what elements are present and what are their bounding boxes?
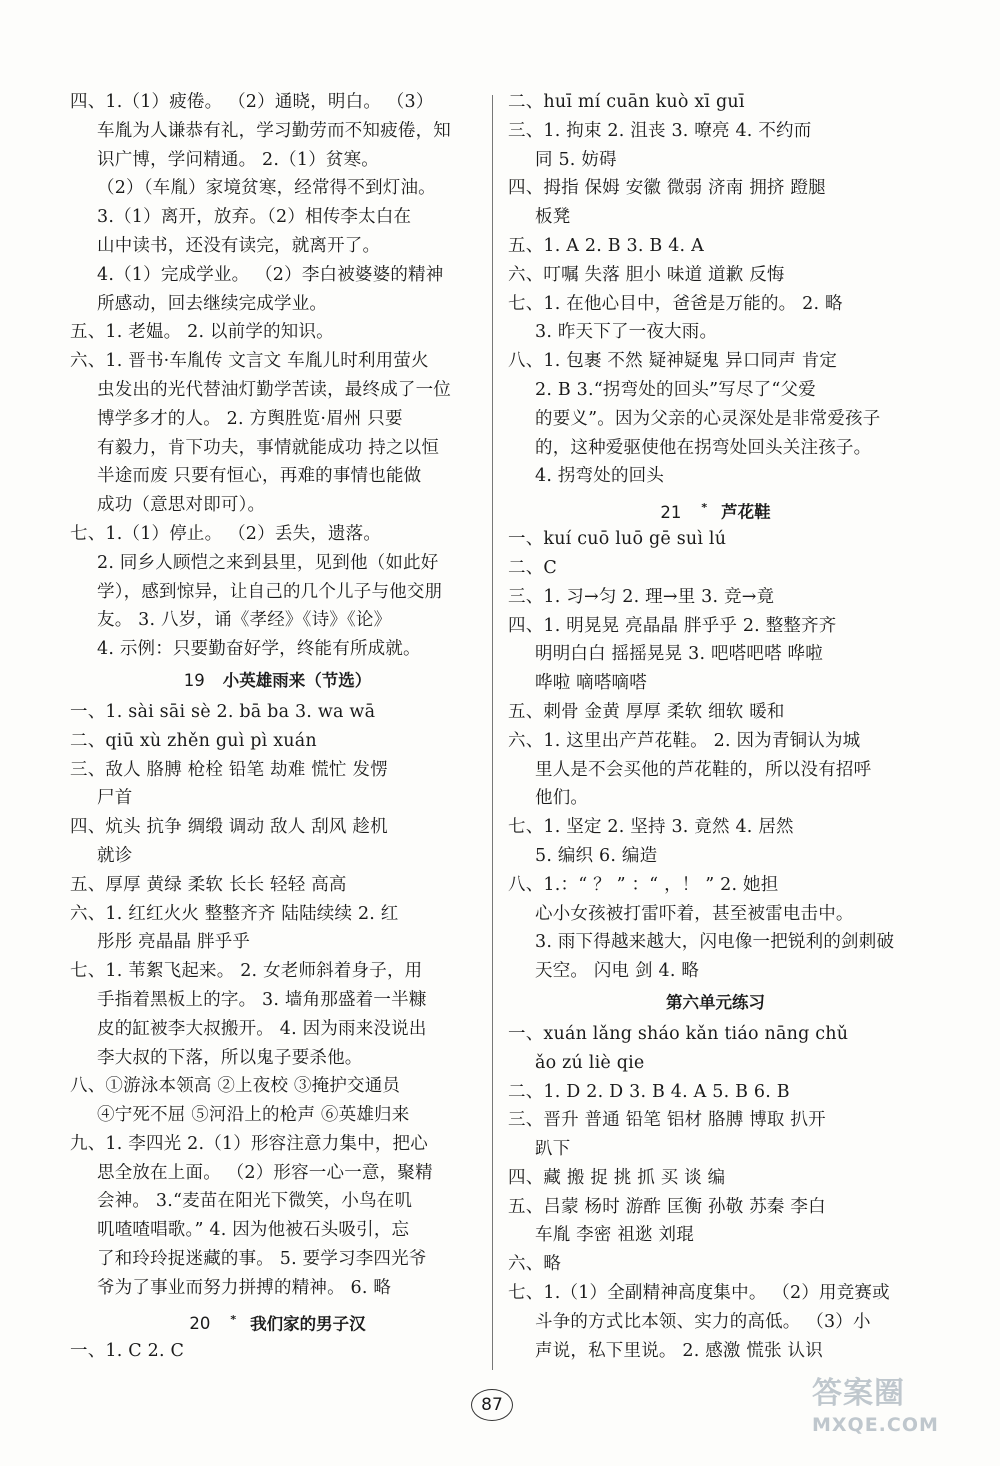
answer-line: 5. 编织 6. 编造 xyxy=(535,845,658,866)
section-number: 20 xyxy=(189,1314,211,1334)
answer-line: 所感动，回去继续完成学业。 xyxy=(97,293,328,314)
watermark-text: 答案圈 xyxy=(812,1376,905,1411)
answer-line: 一、1. sài sāi sè 2. bā ba 3. wa wā xyxy=(70,701,376,722)
section-title-text: 第六单元练习 xyxy=(666,992,765,1012)
answer-line: （2）（车胤）家境贫寒，经常得不到灯油。 xyxy=(97,178,436,199)
left-column xyxy=(70,88,485,1365)
answer-line: 二、C xyxy=(508,557,557,578)
answer-line: 五、吕蒙 杨时 游酢 匡衡 孙敬 苏秦 李白 xyxy=(508,1196,826,1217)
answer-line: 四、炕头 抗争 绸缎 调动 敌人 刮风 趁机 xyxy=(70,817,388,838)
answer-line: 山中读书，还没有读完，就离开了。 xyxy=(97,235,381,256)
answer-line: 三、晋升 普通 铅笔 铝材 胳膊 博取 扒开 xyxy=(508,1110,826,1131)
answer-line: 学），感到惊异，让自己的几个儿子与他交朋 xyxy=(97,581,443,602)
section-title-text: 芦花鞋 xyxy=(721,502,771,522)
answer-line: 二、1. D 2. D 3. B 4. A 5. B 6. B xyxy=(508,1081,790,1102)
answer-line: 的，这种爱驱使他在拐弯处回头关注孩子。 xyxy=(535,437,872,458)
answer-line: 2. 同乡人顾恺之来到县里，见到他（如此好 xyxy=(97,552,439,573)
section-number: 21 xyxy=(660,502,682,522)
answer-line: 九、1. 李四光 2.（1）形容注意力集中，把心 xyxy=(70,1133,428,1154)
answer-line: 叽喳喳唱歌。” 4. 因为他被石头吸引，忘 xyxy=(97,1220,410,1241)
answer-line: 哗啦 嘀嗒嘀嗒 xyxy=(535,673,647,694)
answer-line: 天空。 闪电 剑 4. 略 xyxy=(535,961,700,982)
answer-line: 他们。 xyxy=(535,788,589,809)
section-title xyxy=(70,1303,485,1337)
answer-line: 4. 示例：只要勤奋好学，终能有所成就。 xyxy=(97,639,421,660)
answer-line: 一、xuán lǎng sháo kǎn tiáo nāng chǔ xyxy=(508,1023,849,1044)
answer-line: 博学多才的人。 2. 方舆胜览·眉州 只要 xyxy=(97,408,403,429)
answer-line: 思全放在上面。 （2）形容一心一意，聚精 xyxy=(97,1162,433,1183)
answer-line: 声说，私下里说。 2. 感激 慌张 认识 xyxy=(535,1340,823,1361)
answer-line: 彤彤 亮晶晶 胖乎乎 xyxy=(97,932,251,953)
page-number: 87 xyxy=(471,1389,513,1421)
answer-line: 五、厚厚 黄绿 柔软 长长 轻轻 高高 xyxy=(70,874,347,895)
answer-line: 同 5. 妨碍 xyxy=(535,149,617,170)
answer-line: 七、1. 坚定 2. 坚持 3. 竟然 4. 居然 xyxy=(508,817,794,838)
answer-line: 四、拇指 保姆 安徽 微弱 济南 拥挤 蹬腿 xyxy=(508,178,826,199)
answer-line: 爷为了事业而努力拼搏的精神。 6. 略 xyxy=(97,1277,392,1298)
answer-line: 六、略 xyxy=(508,1254,562,1275)
watermark-logo xyxy=(812,1374,939,1436)
answer-line: 4.（1）完成学业。 （2）李白被婆婆的精神 xyxy=(97,264,444,285)
section-title xyxy=(70,664,485,698)
section-number: 19 xyxy=(183,670,205,690)
answer-line: 趴下 xyxy=(535,1139,571,1160)
column-divider xyxy=(492,95,493,1370)
answer-line: 七、1. 在他心目中，爸爸是万能的。 2. 略 xyxy=(508,293,843,314)
answer-line: 六、1. 红红火火 整整齐齐 陆陆续续 2. 红 xyxy=(70,903,399,924)
answer-line: 车胤为人谦恭有礼，学习勤劳而不知疲倦，知 xyxy=(97,120,451,141)
answer-line: 五、刺骨 金黄 厚厚 柔软 细软 暖和 xyxy=(508,701,785,722)
answer-line: 五、1. A 2. B 3. B 4. A xyxy=(508,235,704,256)
answer-line: 就诊 xyxy=(97,845,133,866)
answer-line: 里人是不会买他的芦花鞋的，所以没有招呼 xyxy=(535,759,872,780)
answer-line: 半途而废 只要有恒心，再难的事情也能做 xyxy=(97,466,422,487)
answer-line: 六、1. 这里出产芦花鞋。 2. 因为青铜认为城 xyxy=(508,730,861,751)
answer-line: 七、1. 苇絮飞起来。 2. 女老师斜着身子，用 xyxy=(70,961,423,982)
answer-line: 二、qiū xù zhěn guì pì xuán xyxy=(70,730,317,751)
answer-line: 友。 3. 八岁，诵《孝经》《诗》《论》 xyxy=(97,610,392,631)
answer-line: 会神。 3.“麦苗在阳光下微笑，小鸟在叽 xyxy=(97,1191,413,1212)
answer-line: 了和玲玲捉迷藏的事。 5. 要学习李四光爷 xyxy=(97,1249,427,1270)
answer-line: 八、1. 包裹 不然 疑神疑鬼 异口同声 肯定 xyxy=(508,351,838,372)
right-column xyxy=(508,88,923,1365)
answer-line: 心小女孩被打雷吓着，甚至被雷电击中。 xyxy=(535,903,854,924)
answer-line: 2. B 3.“拐弯处的回头”写尽了“父爱 xyxy=(535,379,816,400)
watermark-url: MXQE.COM xyxy=(812,1414,939,1436)
answer-line: 一、kuí cuō luō gē suì lú xyxy=(508,529,727,550)
answer-line: 四、1. 明晃晃 亮晶晶 胖乎乎 2. 整整齐齐 xyxy=(508,615,837,636)
answer-line: 皮的缸被李大叔搬开。 4. 因为雨来没说出 xyxy=(97,1018,427,1039)
answer-line: 三、敌人 胳膊 枪栓 铅笔 劫难 慌忙 发愣 xyxy=(70,759,388,780)
optional-mark: * xyxy=(230,1312,237,1326)
answer-line: 的要义”。因为父亲的心灵深处是非常爱孩子 xyxy=(535,408,881,429)
answer-line: 3.（1）离开，放弃。（2）相传李太白在 xyxy=(97,207,412,228)
answer-line: 六、叮嘱 失落 胆小 味道 道歉 反悔 xyxy=(508,264,785,285)
answer-line: 虫发出的光代替油灯勤学苦读，最终成了一位 xyxy=(97,379,451,400)
answer-line: 八、①游泳本领高 ②上夜校 ③掩护交通员 xyxy=(70,1076,401,1097)
optional-mark: * xyxy=(701,501,708,515)
answer-line: ④宁死不屈 ⑤河沿上的枪声 ⑥英雄归来 xyxy=(97,1105,410,1126)
answer-line: 成功（意思对即可）。 xyxy=(97,495,266,516)
answer-line: 三、1. 习→匀 2. 理→里 3. 竞→竟 xyxy=(508,586,775,607)
answer-line: 识广博，学问精通。 2.（1）贫寒。 xyxy=(97,149,379,170)
section-title-text: 小英雄雨来（节选） xyxy=(222,670,372,690)
answer-line: 八、1.：“ ？ ” ：“ ，！ ” 2. 她担 xyxy=(508,874,779,895)
section-title-text: 我们家的男子汉 xyxy=(250,1314,366,1334)
answer-line: 二、huī mí cuān kuò xī guī xyxy=(508,92,745,112)
answer-line: 4. 拐弯处的回头 xyxy=(535,466,665,487)
answer-line: 车胤 李密 祖逖 刘琨 xyxy=(535,1225,694,1246)
section-title xyxy=(508,491,923,525)
answer-line: 手指着黑板上的字。 3. 墙角那盛着一半糠 xyxy=(97,989,427,1010)
answer-line: 六、1. 晋书·车胤传 文言文 车胤儿时利用萤火 xyxy=(70,351,429,372)
answer-line: 三、1. 拘束 2. 沮丧 3. 嘹亮 4. 不约而 xyxy=(508,120,812,141)
answer-line: 板凳 xyxy=(535,207,571,228)
section-title xyxy=(508,986,923,1020)
answer-line: 七、1.（1）全副精神高度集中。 （2）用竞赛或 xyxy=(508,1283,890,1304)
answer-line: 3. 昨天下了一夜大雨。 xyxy=(535,322,718,343)
answer-line: ǎo zú liè qie xyxy=(535,1052,645,1073)
answer-line: 3. 雨下得越来越大，闪电像一把锐利的剑刺破 xyxy=(535,932,895,953)
answer-line: 四、藏 搬 捉 挑 抓 买 谈 编 xyxy=(508,1167,726,1188)
answer-line: 一、1. C 2. C xyxy=(70,1340,185,1361)
answer-line: 斗争的方式比本领、实力的高低。 （3）小 xyxy=(535,1311,871,1332)
answer-line: 明明白白 摇摇晃晃 3. 吧嗒吧嗒 哗啦 xyxy=(535,644,823,665)
answer-line: 五、1. 老媪。 2. 以前学的知识。 xyxy=(70,322,334,343)
answer-line: 有毅力，肯下功夫，事情就能成功 持之以恒 xyxy=(97,437,440,458)
answer-line: 四、1.（1）疲倦。 （2）通晓，明白。 （3） xyxy=(70,92,434,112)
answer-line: 李大叔的下落，所以鬼子要杀他。 xyxy=(97,1047,363,1068)
answer-line: 七、1.（1）停止。 （2）丢失，遗落。 xyxy=(70,523,382,544)
answer-line: 尸首 xyxy=(97,788,133,809)
